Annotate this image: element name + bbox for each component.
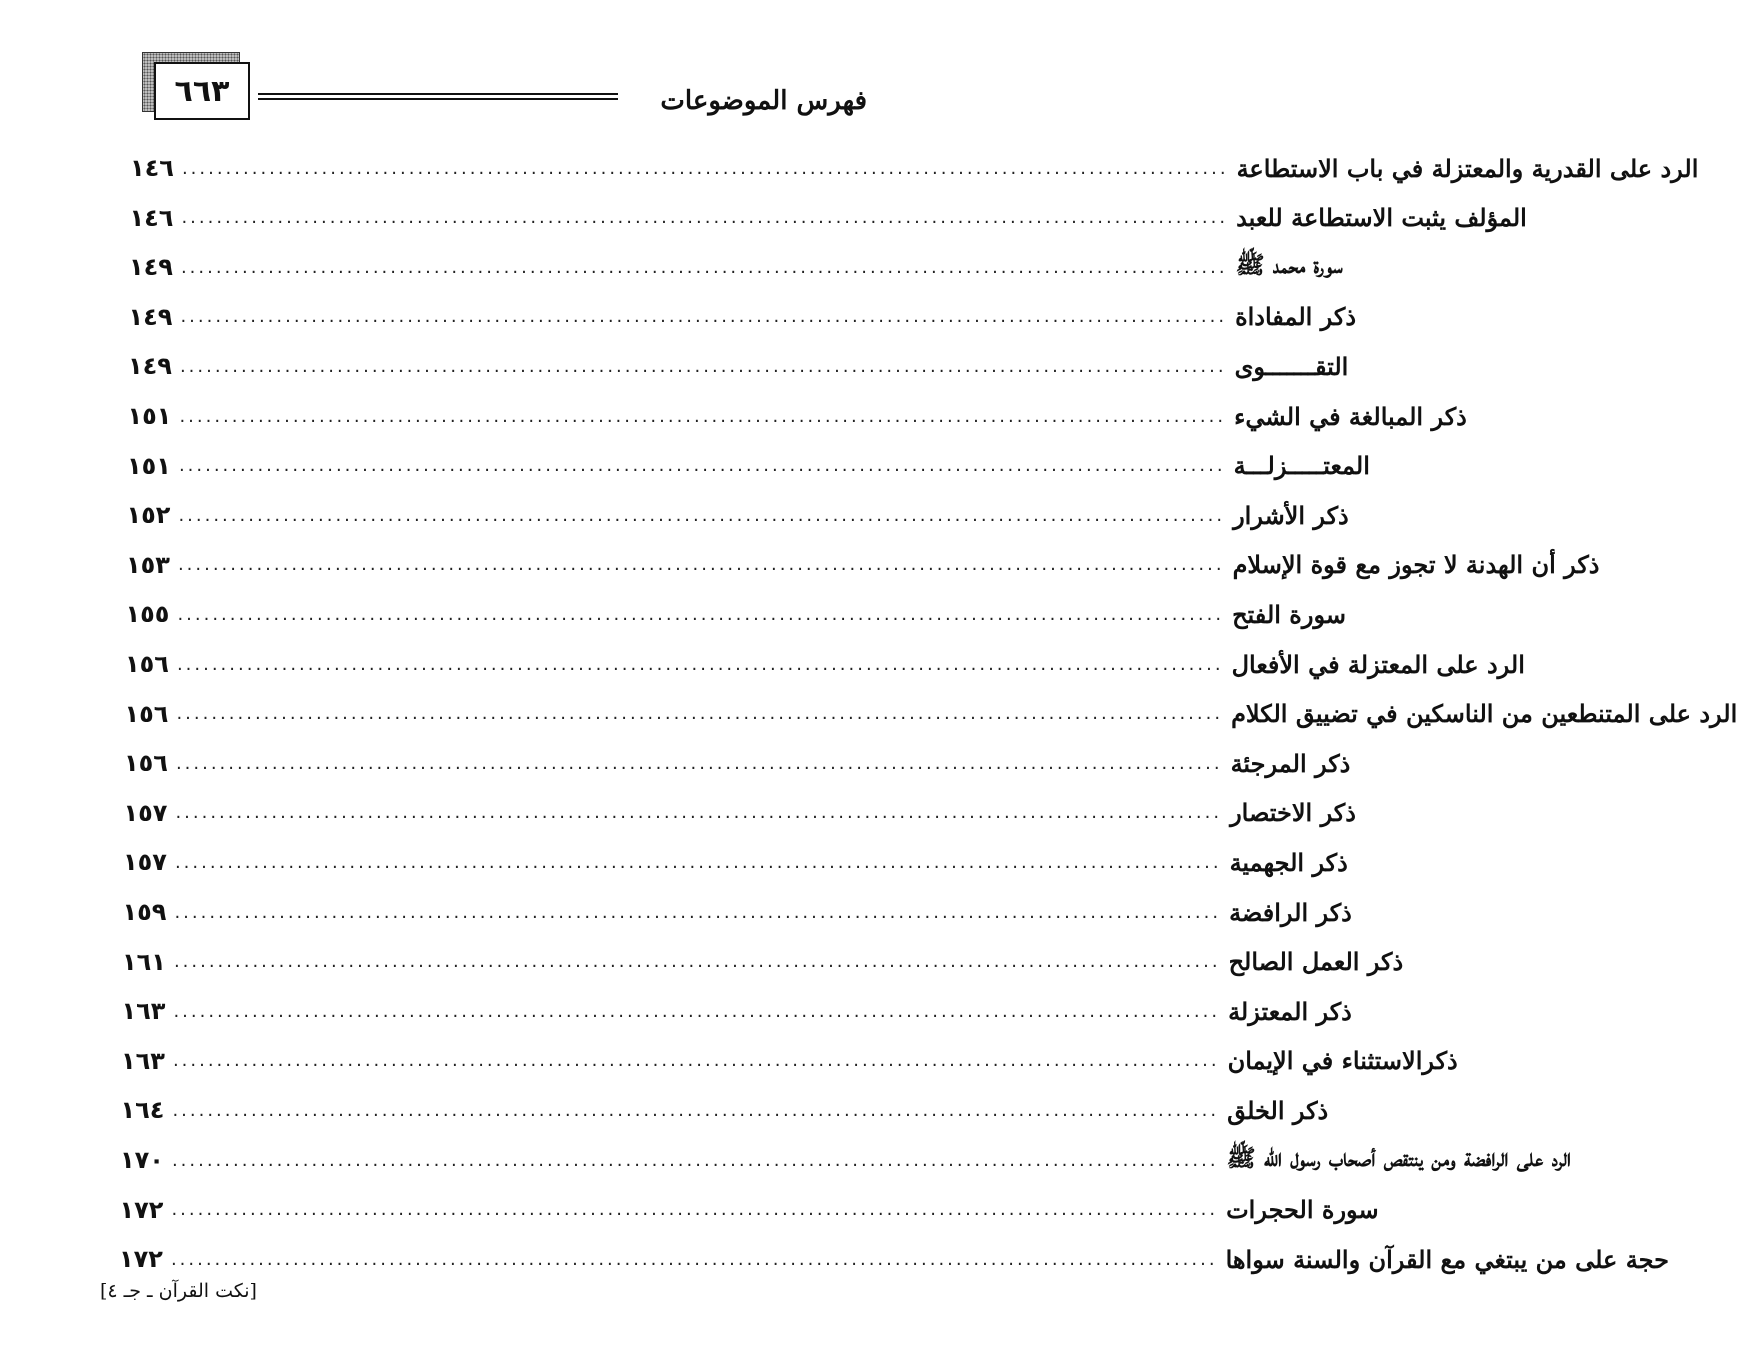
entry-title: المؤلف يثبت الاستطاعة للعبد [1236,203,1527,233]
dot-leader: ........................................................................................................................ [174,851,1222,873]
footer-note: [نكت القرآن ـ جـ ٤] [100,1280,257,1302]
entry-title: التقـــــــوى [1234,351,1349,381]
toc-entry [130,148,1699,188]
header-rule [258,93,618,100]
entry-title: ذكر الجهمية [1229,847,1348,877]
entry-page-number: ١٧٠ [120,1146,164,1174]
dot-leader: ........................................................................................................................ [178,455,1226,477]
toc-entry [123,842,1348,882]
entry-page-number: ١٥١ [127,402,172,430]
toc-entry [121,1041,1458,1081]
entry-title: ذكرالاستثناء في الإيمان [1227,1046,1458,1076]
toc-entry [122,892,1352,932]
entry-page-number: ١٥٩ [122,898,167,926]
entry-title: ذكر الرافضة [1229,897,1352,927]
entry-title: ذكر العمل الصالح [1228,947,1404,977]
dot-leader: ........................................................................................................................ [176,703,1224,725]
entry-title: حجة على من يبتغي مع القرآن والسنة سواها [1225,1244,1669,1274]
dot-leader: ........................................................................................................................ [181,157,1229,179]
dot-leader: ........................................................................................................................ [172,1050,1220,1072]
entry-page-number: ١٥٦ [124,699,169,728]
toc-entry [124,694,1737,734]
dot-leader: ........................................................................................................................ [181,207,1229,229]
entry-page-number: ١٦٣ [121,997,166,1026]
dot-leader: ........................................................................................................................ [170,1248,1218,1270]
entry-title: سورة الحجرات [1226,1195,1379,1225]
toc-entry [128,297,1357,337]
entry-title: الرد على القدرية والمعتزلة في باب الاستطاعة [1236,153,1699,183]
dot-leader: ........................................................................................................................ [178,504,1226,526]
entry-page-number: ١٤٩ [129,253,173,282]
entry-title: ذكر أن الهدنة لا تجوز مع قوة الإسلام [1232,550,1600,580]
dot-leader: ........................................................................................................................ [171,1149,1219,1171]
entry-page-number: ١٥٢ [126,501,171,530]
toc-entry [122,942,1404,982]
entry-page-number: ١٦٤ [120,1096,165,1125]
entry-page-number: ١٤٦ [129,203,174,232]
page-number: ٦٦٣ [154,62,250,120]
entry-page-number: ١٤٩ [128,352,172,381]
toc-entry [120,1140,1571,1180]
dot-leader: ........................................................................................................................ [177,554,1225,576]
entry-title: ذكر المفاداة [1235,302,1357,332]
entry-title: المعتـــــزلـــة [1233,451,1370,481]
dot-leader: ........................................................................................................................ [171,1199,1219,1221]
entry-page-number: ١٧٢ [119,1245,163,1274]
dot-leader: ........................................................................................................................ [175,802,1223,824]
entry-title: الرد على الرافضة ومن ينتقص أصحاب رسول الله ﷺ [1226,1142,1571,1172]
toc-entry [127,396,1467,436]
dot-leader: ........................................................................................................................ [175,752,1223,774]
entry-page-number: ١٥٧ [123,848,167,877]
toc-entry [128,346,1349,386]
dot-leader: ........................................................................................................................ [174,901,1222,923]
toc-entry [125,594,1346,634]
entry-page-number: ١٥٦ [125,650,169,678]
toc-entry [129,198,1527,238]
toc-entry [126,545,1600,585]
dot-leader: ........................................................................................................................ [180,306,1228,328]
dot-leader: ........................................................................................................................ [176,653,1224,675]
entry-page-number: ١٤٦ [130,154,174,182]
entry-page-number: ١٤٩ [128,302,173,331]
dot-leader: ........................................................................................................................ [172,1099,1220,1121]
toc-entry [119,1239,1669,1279]
toc-entry [124,743,1351,783]
entry-title: ذكر المبالغة في الشيء [1234,401,1467,431]
entry-page-number: ١٥٦ [124,749,168,778]
entry-page-number: ١٦١ [122,947,166,976]
dot-leader: ........................................................................................................................ [179,405,1227,427]
dot-leader: ........................................................................................................................ [173,1000,1221,1022]
toc-entry [126,495,1349,535]
entry-title: سورة الفتح [1232,599,1346,629]
entry-page-number: ١٥١ [127,451,171,480]
entry-page-number: ١٥٣ [126,550,170,579]
dot-leader: ........................................................................................................................ [177,603,1225,625]
toc-entry [123,793,1356,833]
entry-title: ذكر المرجئة [1230,748,1351,778]
entry-title: الرد على المتنطعين من الناسكين في تضييق الكلام [1231,699,1737,729]
entry-page-number: ١٥٥ [125,600,170,629]
entry-title: ذكر الأشرار [1233,500,1349,530]
entry-page-number: ١٥٧ [123,798,168,827]
dot-leader: ........................................................................................................................ [173,951,1221,973]
page-title: فهرس الموضوعات [660,86,867,116]
entry-page-number: ١٧٢ [119,1195,164,1224]
entry-title: الرد على المعتزلة في الأفعال [1231,649,1525,679]
page-number-box [142,52,252,122]
toc-entry [120,1090,1329,1130]
entry-title: ذكر المعتزلة [1228,996,1352,1026]
toc-entry [127,446,1370,486]
entry-title: ذكر الاختصار [1230,798,1356,828]
entry-page-number: ١٦٣ [121,1046,165,1075]
toc-entry [129,247,1343,287]
entry-title: ذكر الخلق [1227,1095,1329,1125]
dot-leader: ........................................................................................................................ [179,355,1227,377]
toc-entry [125,644,1525,684]
entry-title: سورة محمد ﷺ [1235,249,1343,279]
toc-entry [119,1190,1379,1230]
toc-entry [121,991,1352,1031]
dot-leader: ........................................................................................................................ [180,256,1228,278]
